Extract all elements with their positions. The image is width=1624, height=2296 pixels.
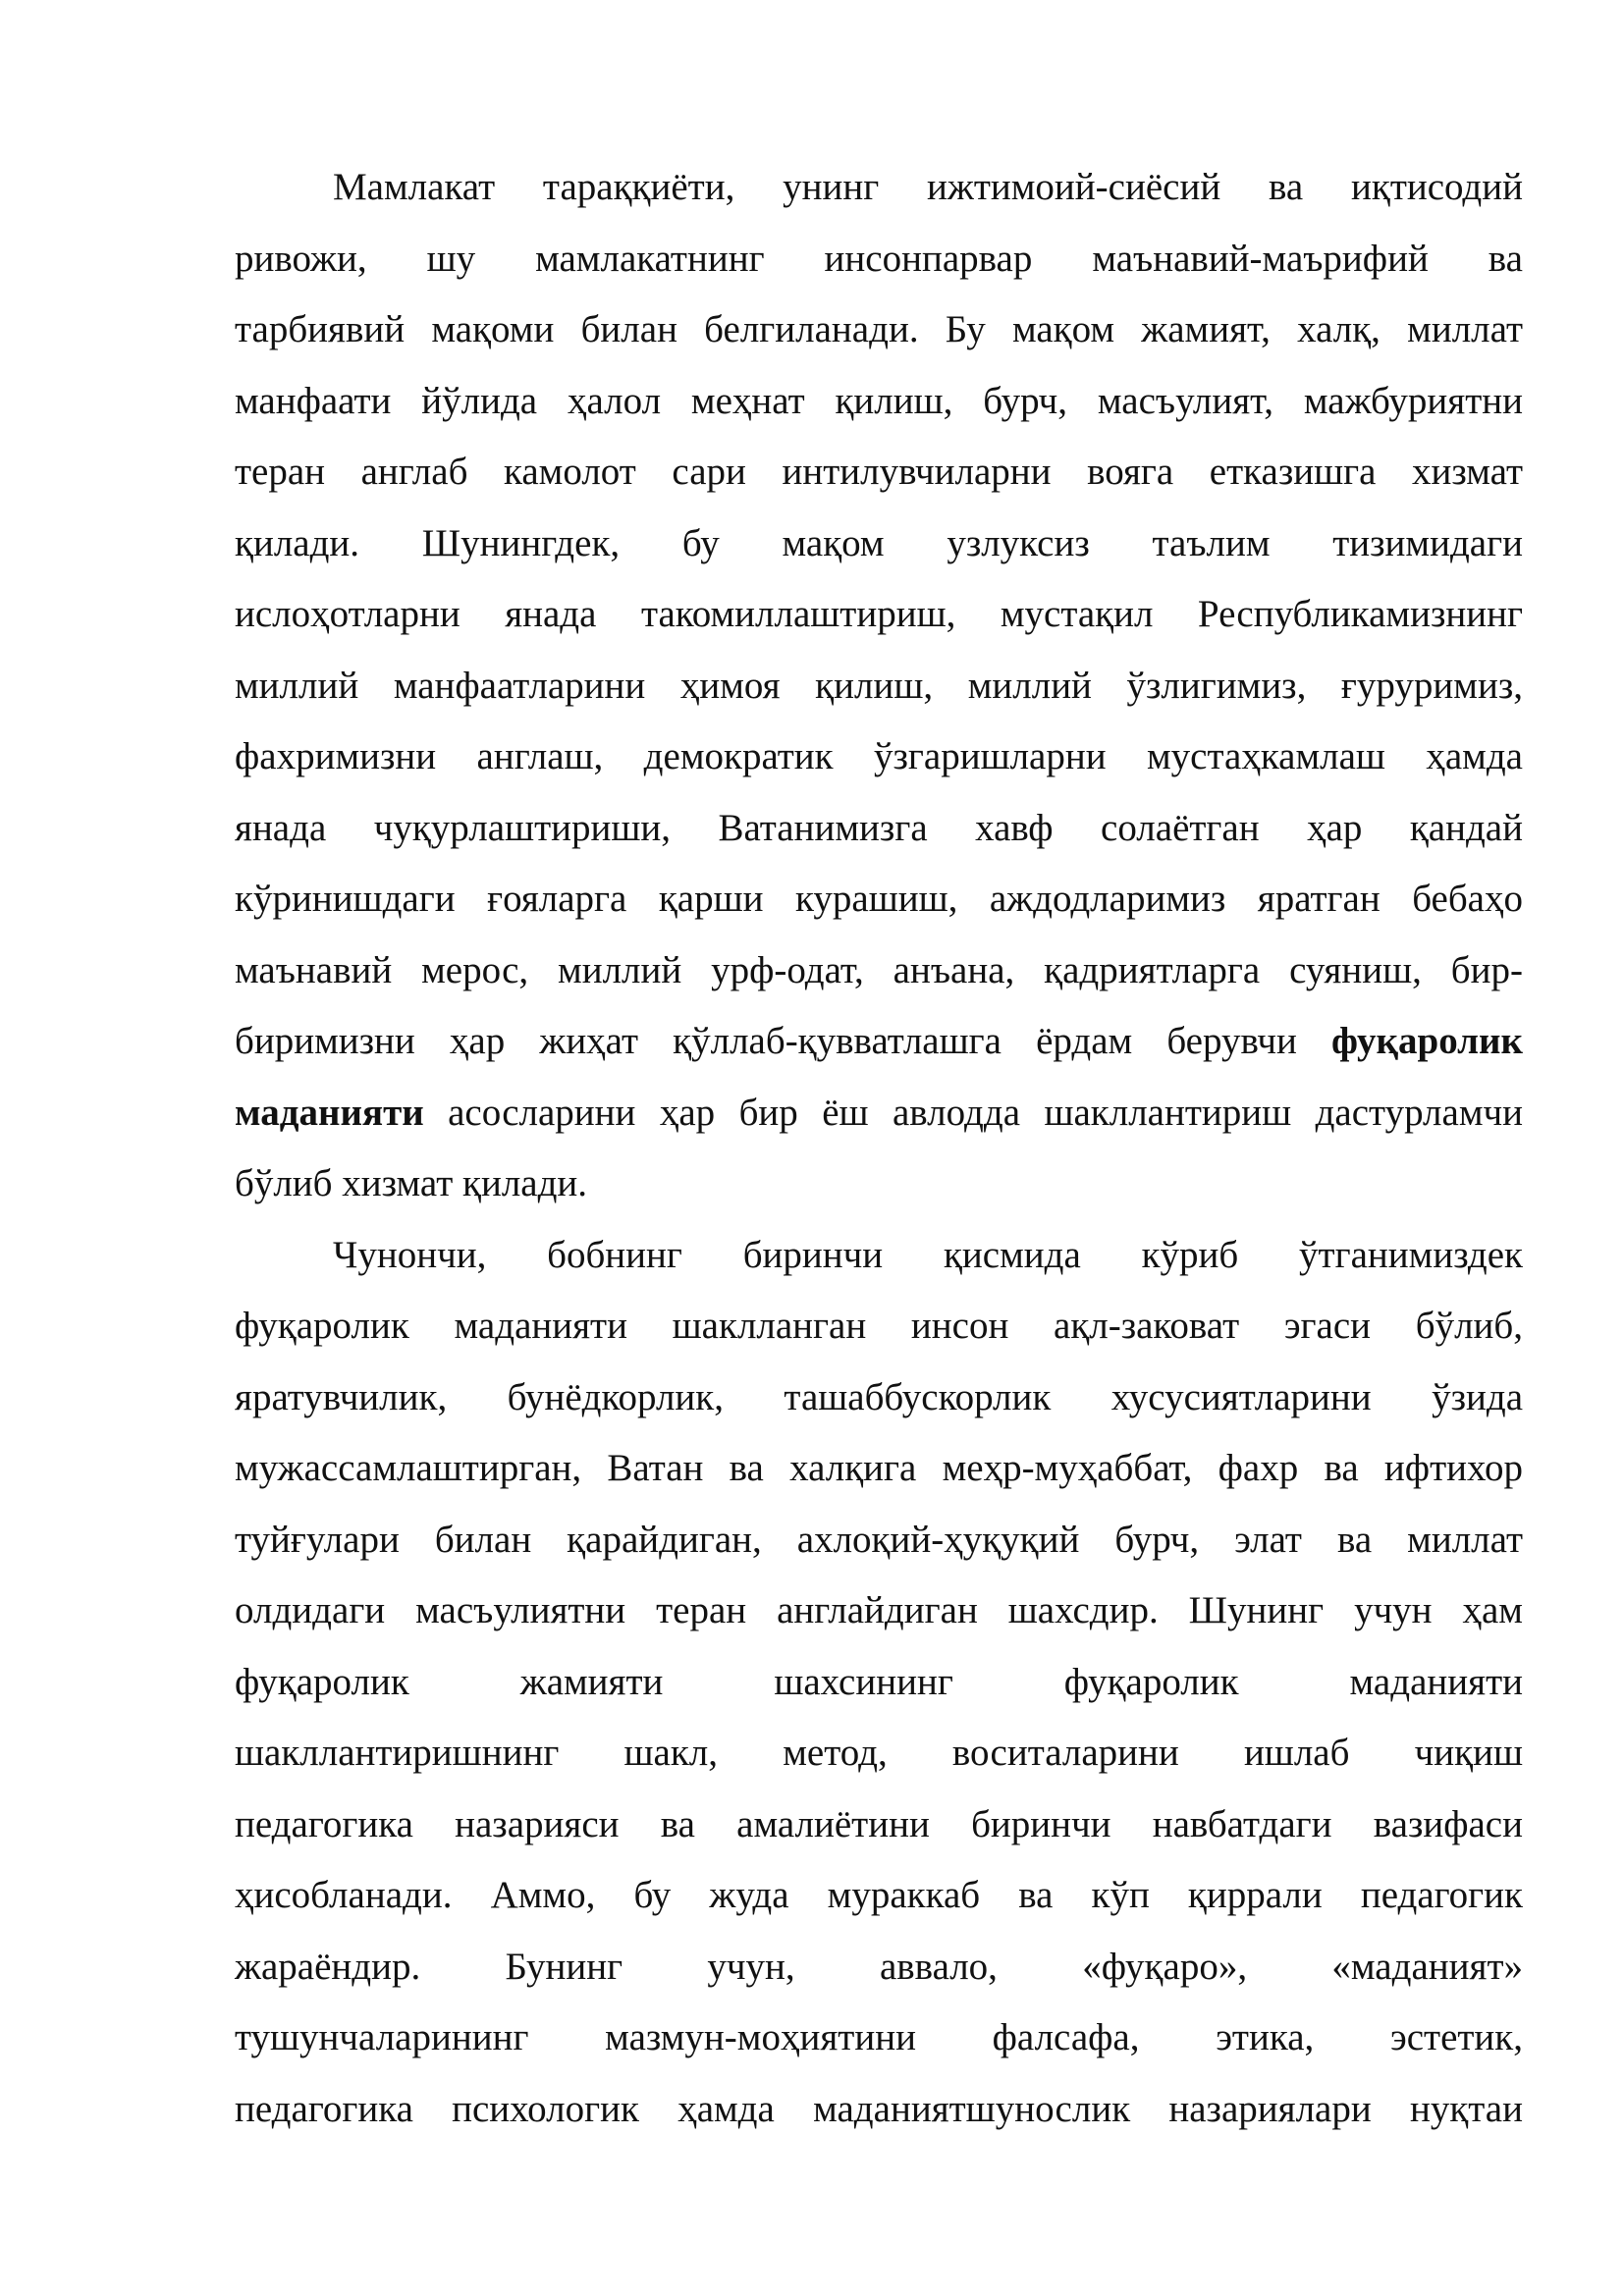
text-segment: биримизни ҳар жиҳат қўллаб-қувватлашга ёрдам берувчи: [235, 1020, 1332, 1062]
text-line: Мамлакат тараққиёти, унинг ижтимоий-сиёсий ва иқтисодий: [333, 166, 1523, 208]
text-line: маънавий мерос, миллий урф-одат, анъана, қадриятларга суяниш, бир-: [235, 948, 1523, 991]
text-line: ҳисобланади. Аммо, бу жуда мураккаб ва кўп қиррали педагогик: [235, 1874, 1523, 1916]
text-line: Чунончи, бобнинг биринчи қисмида кўриб ўтганимиздек: [333, 1233, 1523, 1276]
text-line: ислоҳотларни янада такомиллаштириш, мустақил Республикамизнинг: [235, 593, 1523, 635]
text-line: туйғулари билан қарайдиган, ахлоқий-ҳуқуқий бурч, элат ва миллат: [235, 1518, 1523, 1561]
text-line: тушунчаларининг мазмун-моҳиятини фалсафа, этика, эстетик,: [235, 2016, 1523, 2058]
paragraph-2: [235, 1220, 1523, 2146]
text-line: ривожи, шу мамлакатнинг инсонпарвар маънавий-маърифий ва: [235, 237, 1523, 280]
paragraph-1: [235, 152, 1523, 1220]
text-line: қилади. Шунингдек, бу мақом узлуксиз таълим тизимидаги: [235, 521, 1523, 564]
text-line-with-bold: [235, 1006, 1523, 1078]
text-line: тарбиявий мақоми билан белгиланади. Бу мақом жамият, халқ, миллат: [235, 308, 1523, 350]
text-line: фуқаролик маданияти шаклланган инсон ақл-заковат эгаси бўлиб,: [235, 1305, 1523, 1347]
document-body: [235, 152, 1523, 2145]
text-line: кўринишдаги ғояларга қарши курашиш, аждодларимиз яратган бебаҳо: [235, 878, 1523, 920]
text-line: миллий манфаатларини ҳимоя қилиш, миллий ўзлигимиз, ғуруримиз,: [235, 664, 1523, 707]
text-segment: асосларини ҳар бир ёш авлодда шакллантириш дастурламчи: [423, 1091, 1523, 1134]
text-line: фахримизни англаш, демократик ўзгаришларни мустаҳкамлаш ҳамда: [235, 735, 1523, 777]
text-line: манфаати йўлида ҳалол меҳнат қилиш, бурч, масъулият, мажбуриятни: [235, 379, 1523, 422]
text-line-with-bold: [235, 1078, 1523, 1149]
bold-term: фуқаролик: [1331, 1020, 1523, 1062]
text-line: янада чуқурлаштириши, Ватанимизга хавф солаётган ҳар қандай: [235, 806, 1523, 849]
text-line: шакллантиришнинг шакл, метод, воситаларини ишлаб чиқиш: [235, 1732, 1523, 1774]
text-line: яратувчилик, бунёдкорлик, ташаббускорлик хусусиятларини ўзида: [235, 1375, 1523, 1418]
bold-term: маданияти: [235, 1091, 424, 1134]
text-line: педагогика психологик ҳамда маданиятшунослик назариялари нуқтаи: [235, 2087, 1523, 2130]
text-line: фуқаролик жамияти шахсининг фуқаролик маданияти: [235, 1660, 1523, 1703]
text-line: олдидаги масъулиятни теран англайдиган шахсдир. Шунинг учун ҳам: [235, 1589, 1523, 1631]
text-line: педагогика назарияси ва амалиётини биринчи навбатдаги вазифаси: [235, 1802, 1523, 1845]
text-line: теран англаб камолот сари интилувчиларни вояга етказишга хизмат: [235, 451, 1523, 493]
text-line: жараёндир. Бунинг учун, аввало, «фуқаро», «маданият»: [235, 1945, 1523, 1988]
text-line: бўлиб хизмат қилади.: [235, 1162, 588, 1204]
text-line: мужассамлаштирган, Ватан ва халқига меҳр-муҳаббат, фахр ва ифтихор: [235, 1447, 1523, 1489]
